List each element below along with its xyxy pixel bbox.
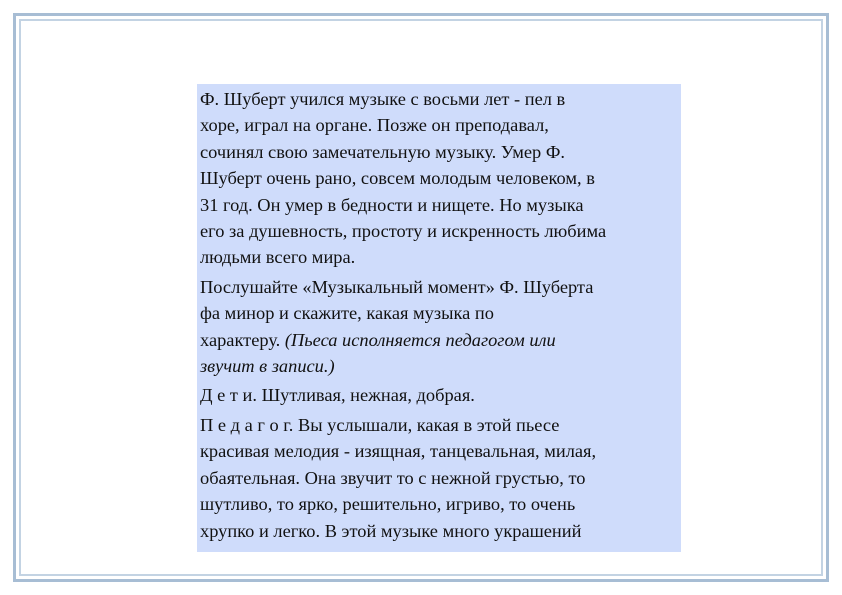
text-line: Ф. Шуберт учился музыке с восьми лет - пел в (200, 89, 566, 109)
text-line: обаятельная. Она звучит то с нежной грустью, то (200, 467, 586, 488)
text-line: красивая мелодия - изящная, танцевальная, милая, (200, 441, 597, 462)
paragraph-children-answer (200, 382, 681, 408)
text-line: фа минор и скажите, какая музыка по (200, 303, 494, 324)
text-italic-remark: (Пьеса исполняется педагогом или (284, 329, 556, 350)
paragraph-teacher-comment (200, 412, 681, 544)
text-line: Шуберт очень рано, совсем молодым человеком, в (200, 168, 595, 189)
text-line: хоре, играл на органе. Позже он преподавал, (200, 115, 549, 136)
text-line: сочинял свою замечательную музыку. Умер Ф. (200, 141, 565, 162)
text-line: 31 год. Он умер в бедности и нищете. Но музыка (200, 194, 584, 215)
text-normal: характеру. (200, 329, 285, 350)
paragraph-schubert-biography (200, 86, 681, 271)
paragraph-listening-task (200, 274, 681, 380)
text-line: П е д а г о г. Вы услышали, какая в этой пьесе (200, 414, 560, 435)
text-line: его за душевность, простоту и искренность любима (200, 221, 607, 242)
text-line: людьми всего мира. (200, 247, 356, 268)
text-line (200, 327, 681, 353)
text-line: хрупко и легко. В этой музыке много украшений (200, 520, 582, 541)
text-line: шутливо, то ярко, решительно, игриво, то очень (200, 494, 576, 515)
text-line: Д е т и. Шутливая, нежная, добрая. (200, 385, 475, 406)
text-line: Послушайте «Музыкальный момент» Ф. Шуберта (200, 276, 594, 297)
text-italic-remark: звучит в записи.) (200, 356, 335, 377)
text-box (197, 84, 681, 552)
